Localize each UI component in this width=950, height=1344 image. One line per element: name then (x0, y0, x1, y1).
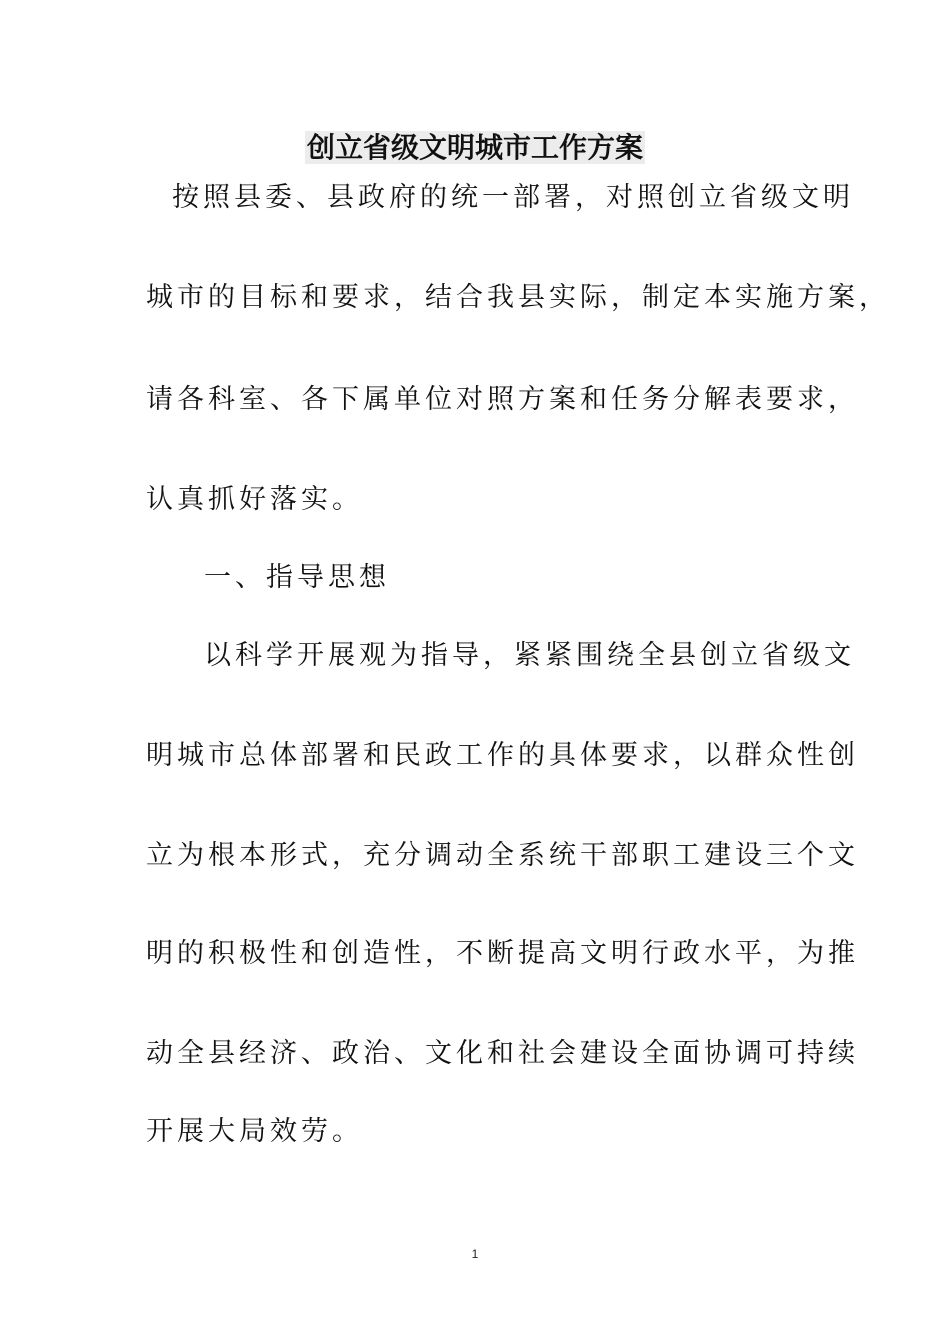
body-line-1: 以科学开展观为指导，紧紧围绕全县创立省级文 (204, 640, 855, 671)
body-line-4: 明的积极性和创造性，不断提高文明行政水平，为推 (146, 938, 859, 969)
body-line-5: 动全县经济、政治、文化和社会建设全面协调可持续 (146, 1038, 859, 1069)
section-heading: 一、指导思想 (204, 562, 390, 593)
intro-line-2: 城市的目标和要求，结合我县实际，制定本实施方案， (146, 282, 890, 313)
page-number: 1 (471, 1247, 479, 1261)
body-line-3: 立为根本形式，充分调动全系统干部职工建设三个文 (146, 840, 859, 871)
intro-line-1: 按照县委、县政府的统一部署，对照创立省级文明 (172, 182, 854, 213)
body-line-2: 明城市总体部署和民政工作的具体要求，以群众性创 (146, 740, 859, 771)
document-title-text: 创立省级文明城市工作方案 (306, 131, 643, 164)
intro-line-3: 请各科室、各下属单位对照方案和任务分解表要求， (146, 384, 859, 415)
intro-line-4: 认真抓好落实。 (146, 484, 363, 515)
body-line-6: 开展大局效劳。 (146, 1116, 363, 1147)
document-title (0, 128, 950, 168)
